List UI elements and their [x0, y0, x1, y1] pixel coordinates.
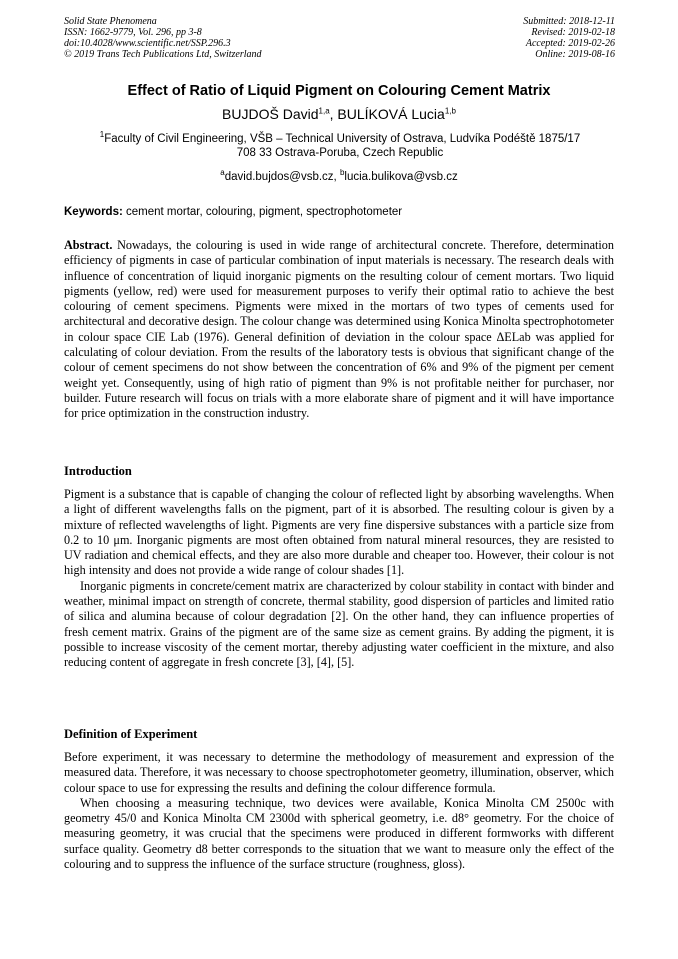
- accepted-date: Accepted: 2019-02-26: [525, 38, 615, 49]
- affiliation-line-2: 708 33 Ostrava-Poruba, Czech Republic: [236, 147, 444, 159]
- abstract: [64, 238, 614, 422]
- affiliation-line-1: Faculty of Civil Engineering, VŠB – Technical University of Ostrava, Ludvíka Podéště 1875/17: [104, 133, 581, 145]
- author-emails: [0, 168, 678, 183]
- keywords-label: Keywords:: [64, 206, 123, 218]
- author-1-sup: 1,a: [318, 106, 330, 116]
- email-a: david.bujdos@vsb.cz,: [224, 171, 340, 183]
- introduction-paragraph-2: Inorganic pigments in concrete/cement matrix are characterized by colour stability in contact with binder and weather, minimal impact on strength of concrete, thermal stability, good dispersion of particles and limited ratio of silica and alumina because of colour degradation [2]. On the other hand, they can influence properties of fresh cement matrix. Grains of the pigment are of the same size as cement grains. By adding the pigment, it is possible to increase viscosity of the cement mortar, thereby adjusting water coefficient in the mixture, and also reducing content of aggregate in fresh concrete [3], [4], [5].: [64, 578, 614, 670]
- definition-paragraph-1: Before experiment, it was necessary to determine the methodology of measurement and expression of the measured data. Therefore, it was necessary to choose spectrophotometer geometry, illumination, observer, which colour space to use for expressing the results and defining the colour difference formula.: [64, 750, 614, 795]
- abstract-label: Abstract.: [64, 238, 113, 252]
- introduction-body: [64, 487, 614, 671]
- paper-title: Effect of Ratio of Liquid Pigment on Colouring Cement Matrix: [127, 83, 551, 99]
- definition-heading: Definition of Experiment: [64, 727, 198, 741]
- introduction-paragraph-1: Pigment is a substance that is capable of changing the colour of reflected light by absorbing wavelengths. When a light of different wavelengths falls on the pigment, part of it is absorbed. The resulting colour is given by a mixture of reflected wavelengths of light. Pigments are very fine dispersive substances with a particle size from 0.2 to 10 μm. Inorganic pigments are most often obtained from natural mineral resources, they are resisted to UV radiation and chemical effects, and they are also more durable and cheaper too. However, their colour is not high intensity and does not provide a wide range of colour shades [1].: [64, 487, 614, 578]
- submission-dates: [523, 16, 615, 60]
- definition-body: [64, 750, 614, 872]
- online-date: Online: 2019-08-16: [535, 49, 615, 60]
- author-2-name: BULÍKOVÁ Lucia: [337, 106, 445, 122]
- affiliation-sup: 1: [99, 130, 105, 140]
- email-a-sup: a: [220, 168, 225, 178]
- journal-doi: doi:10.4028/www.scientific.net/SSP.296.3: [64, 38, 231, 49]
- email-b-sup: b: [339, 168, 345, 178]
- author-list: [0, 106, 678, 122]
- revised-date: Revised: 2019-02-18: [531, 27, 615, 38]
- affiliation: [60, 132, 620, 160]
- journal-issn: ISSN: 1662-9779, Vol. 296, pp 3-8: [64, 27, 202, 38]
- journal-copyright: © 2019 Trans Tech Publications Ltd, Switzerland: [64, 49, 262, 60]
- author-1-name: BUJDOŠ David: [222, 106, 319, 122]
- email-b: lucia.bulikova@vsb.cz: [344, 171, 458, 183]
- author-2-sup: 1,b: [444, 106, 456, 116]
- submitted-date: Submitted: 2018-12-11: [523, 16, 615, 27]
- keywords: [64, 206, 624, 218]
- abstract-text: Nowadays, the colouring is used in wide range of architectural concrete. Therefore, determination efficiency of pigments in case of particular combination of input materials is necessary. The research deals with influence of concentration of liquid inorganic pigments on the resulting colour of cement mortars. Two liquid pigments (yellow, red) were used for measurement purposes to verify their optimal ratio to achieve the best colouring of cement specimens. Pigments were mixed in the mortars of two types of cements used for architectural and decorative design. The colour change was determined using Konica Minolta spectrophotometer in colour space CIE Lab (1976). General definition of deviation in the colour space ΔELab was applied for calculating of colour deviation. From the results of the laboratory tests is obvious that significant change of the colour of cement specimens do not show between the concentration of 6% and 9% of the pigment per cement weight yet. Consequently, using of high ratio of pigment than 9% is not profitable neither for purchaser, nor builder. Future research will focus on trials with a more elaborate share of pigment and it will have importance for price optimization in the construction industry.: [64, 238, 614, 421]
- introduction-heading: Introduction: [64, 464, 132, 478]
- keywords-text: cement mortar, colouring, pigment, spectrophotometer: [122, 206, 403, 218]
- journal-info: [64, 16, 262, 60]
- author-separator: ,: [329, 106, 338, 122]
- definition-paragraph-2: When choosing a measuring technique, two devices were available, Konica Minolta CM 2500c with geometry 45/0 and Konica Minolta CM 2300d with spherical geometry, i.e. d8° geometry. For the choice of measuring geometry, it was crucial that the specimens were produced in different formworks with different surface quality. Geometry d8 better corresponds to the situation that we want to measure only the effect of the colouring and to suppress the influence of the surface structure (roughness, gloss).: [64, 795, 614, 872]
- journal-name: Solid State Phenomena: [64, 16, 157, 27]
